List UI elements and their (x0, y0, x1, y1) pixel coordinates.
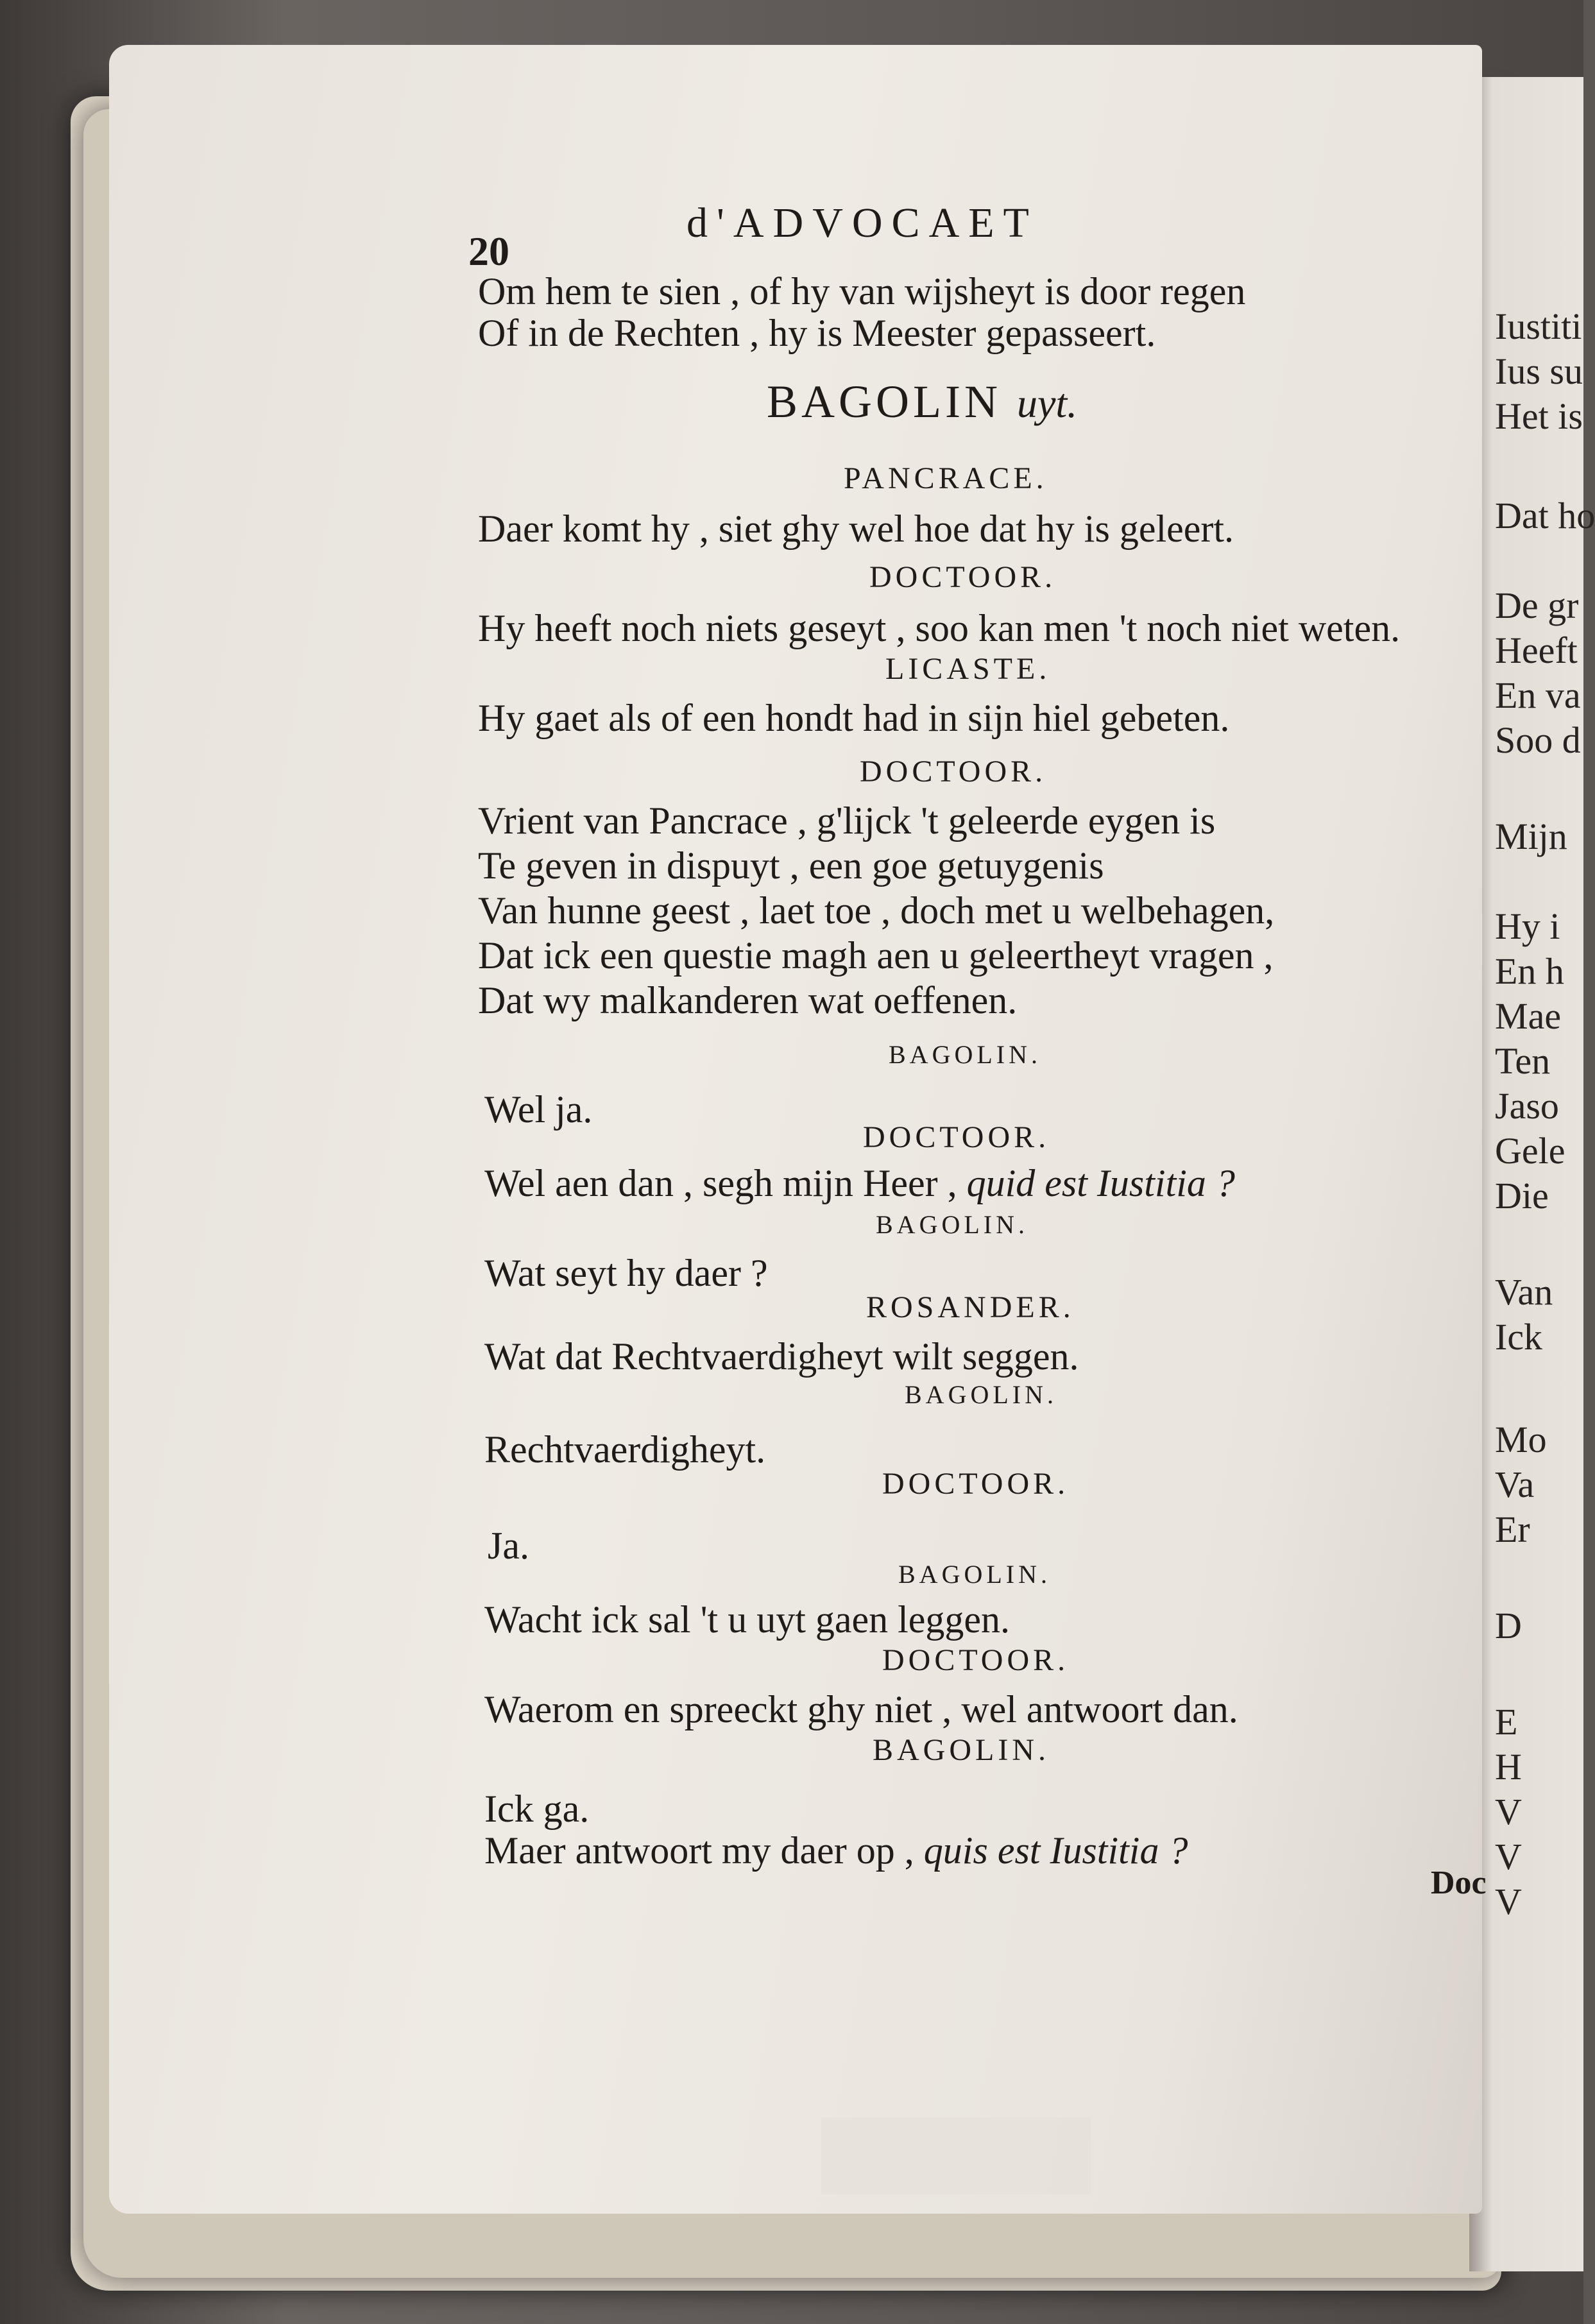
speaker-label: BAGOLIN. (905, 1380, 1057, 1409)
facing-fragment: En va (1495, 674, 1581, 716)
page-fray (821, 2117, 1091, 2194)
facing-fragment: Dat ho (1495, 495, 1595, 536)
latin-question: quis est Iustitia ? (923, 1829, 1188, 1872)
verse-line (484, 1829, 1188, 1873)
verse-text: Maer antwoort my daer op , (484, 1829, 914, 1872)
facing-fragment: De gr (1495, 585, 1579, 626)
facing-fragment: V (1495, 1881, 1522, 1922)
facing-fragment: Iustiti (1495, 305, 1582, 347)
facing-fragment: Ick (1495, 1316, 1543, 1358)
facing-fragment: Jaso (1495, 1085, 1559, 1127)
verse-line: Hy gaet als of een hondt had in sijn hiel gebeten. (478, 697, 1230, 739)
facing-fragment: Gele (1495, 1130, 1565, 1172)
verse-line: Hy heeft noch niets geseyt , soo kan men 't noch niet weten. (478, 607, 1401, 649)
verse-text: Wel aen dan , segh mijn Heer , (484, 1162, 957, 1204)
facing-fragment: V (1495, 1791, 1522, 1833)
facing-fragment: Mo (1495, 1419, 1547, 1460)
verse-line: Ja. (488, 1525, 529, 1567)
verse-line: Vrient van Pancrace , g'lijck 't geleerde eygen is (478, 799, 1216, 842)
verse-line: Om hem te sien , of hy van wijsheyt is door regen (478, 270, 1246, 312)
facing-fragment: Va (1495, 1464, 1535, 1505)
facing-fragment: Het is (1495, 395, 1583, 437)
catchword: Doc (1431, 1865, 1487, 1901)
verse-line: Of in de Rechten , hy is Meester gepasseert. (478, 312, 1156, 354)
facing-fragment: Ten (1495, 1040, 1551, 1082)
speaker-label: ROSANDER. (866, 1290, 1075, 1324)
speaker-label: BAGOLIN. (873, 1733, 1050, 1767)
speaker-label: DOCTOOR. (869, 560, 1057, 594)
entrance-name: BAGOLIN (767, 376, 1002, 427)
entrance-heading (767, 375, 1077, 429)
facing-fragment: V (1495, 1836, 1522, 1877)
speaker-label: PANCRACE. (844, 461, 1048, 495)
verse-line: Wat seyt hy daer ? (484, 1252, 768, 1294)
book-page (109, 45, 1482, 2214)
verse-line: Rechtvaerdigheyt. (484, 1428, 766, 1471)
verse-line: Daer komt hy , siet ghy wel hoe dat hy is geleert. (478, 508, 1234, 550)
facing-fragment: Ius su (1495, 350, 1583, 392)
verse-line: Dat wy malkanderen wat oeffenen. (478, 979, 1018, 1021)
facing-fragment: Die (1495, 1175, 1549, 1217)
speaker-label: BAGOLIN. (876, 1210, 1028, 1239)
speaker-label: BAGOLIN. (898, 1560, 1051, 1589)
facing-fragment: En h (1495, 950, 1564, 992)
page-number: 20 (468, 228, 509, 274)
verse-line: Wel ja. (484, 1088, 593, 1131)
verse-line: Dat ick een questie magh aen u geleertheyt vragen , (478, 934, 1274, 977)
facing-fragment: D (1495, 1605, 1522, 1646)
facing-fragment: E (1495, 1701, 1518, 1743)
facing-fragment: Mijn (1495, 816, 1567, 857)
stage-direction: uyt. (1016, 380, 1078, 426)
speaker-label: BAGOLIN. (889, 1040, 1041, 1069)
verse-line: Te geven in dispuyt , een goe getuygenis (478, 844, 1104, 887)
speaker-label: DOCTOOR. (882, 1467, 1070, 1501)
facing-fragment: Mae (1495, 995, 1562, 1037)
speaker-label: DOCTOOR. (863, 1120, 1050, 1154)
facing-fragment: Van (1495, 1271, 1553, 1313)
verse-line: Van hunne geest , laet toe , doch met u welbehagen, (478, 889, 1275, 932)
latin-question: quid est Iustitia ? (966, 1162, 1235, 1204)
verse-line: Ick ga. (484, 1788, 590, 1830)
speaker-label: LICASTE. (885, 652, 1051, 686)
facing-fragment: Heeft (1495, 629, 1578, 671)
facing-fragment: Er (1495, 1508, 1530, 1550)
facing-page (1469, 77, 1595, 2271)
speaker-label: DOCTOOR. (860, 755, 1047, 789)
speaker-label: DOCTOOR. (882, 1643, 1070, 1677)
facing-fragment: Soo d (1495, 719, 1581, 761)
verse-line: Wacht ick sal 't u uyt gaen leggen. (484, 1598, 1011, 1641)
verse-line: Waerom en spreeckt ghy niet , wel antwoort dan. (484, 1688, 1238, 1730)
verse-line (484, 1161, 1235, 1206)
facing-fragment: Hy i (1495, 905, 1560, 947)
running-title: d'ADVOCAET (687, 200, 1038, 246)
facing-fragment: H (1495, 1746, 1522, 1788)
verse-line: Wat dat Rechtvaerdigheyt wilt seggen. (484, 1335, 1079, 1378)
